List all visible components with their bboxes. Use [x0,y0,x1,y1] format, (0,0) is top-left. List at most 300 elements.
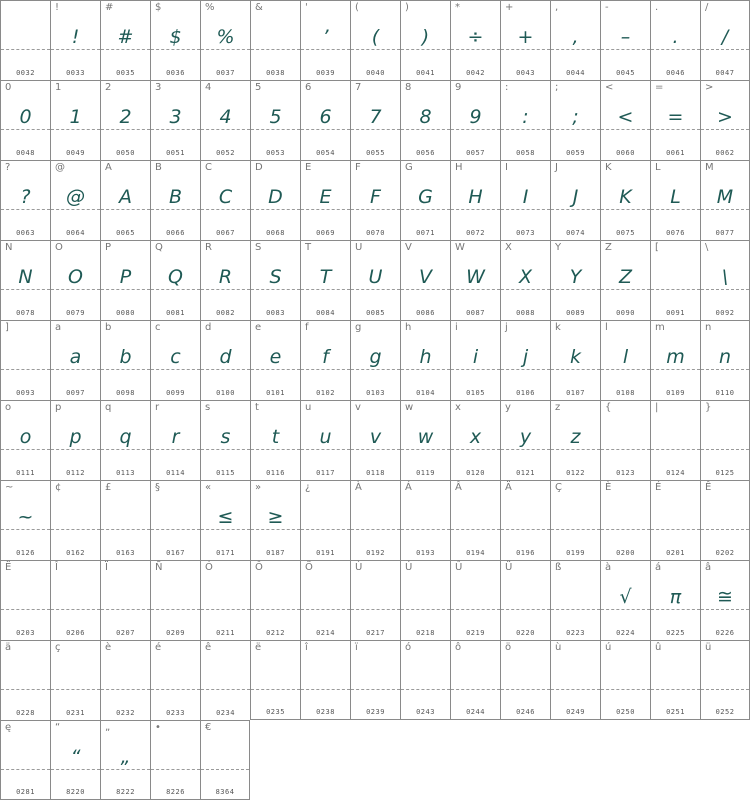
char-code: 0035 [116,69,135,77]
cell-char-label: ö [505,642,512,653]
glyph-cell [150,720,200,800]
baseline-guide [301,129,350,130]
cell-char-label: ä [5,642,12,653]
char-code: 0218 [416,629,435,637]
char-code: 0225 [666,629,685,637]
char-code: 0090 [616,309,635,317]
baseline-guide [701,289,749,290]
glyph-sample: „ [120,746,131,768]
glyph-cell [500,480,550,560]
char-code: 0088 [516,309,535,317]
char-code: 0057 [466,149,485,157]
glyph-cell [200,400,250,480]
cell-char-label: K [605,162,612,173]
baseline-guide [651,209,700,210]
baseline-guide [301,529,350,530]
glyph-cell [100,480,150,560]
cell-char-label: d [205,322,212,333]
glyph-cell [700,400,750,480]
glyph-cell [250,0,300,80]
glyph-sample: B [168,186,183,208]
glyph-cell [500,160,550,240]
glyph-cell [300,320,350,400]
char-code: 0199 [566,549,585,557]
cell-char-label: à [605,562,612,573]
char-code: 0070 [366,229,385,237]
glyph-cell [250,560,300,640]
glyph-cell [0,320,50,400]
cell-char-label: A [105,162,112,173]
glyph-cell [200,0,250,80]
glyph-cell [100,0,150,80]
glyph-cell [650,320,700,400]
baseline-guide [651,449,700,450]
char-code: 0207 [116,629,135,637]
glyph-cell [100,80,150,160]
cell-char-label: T [305,242,312,253]
glyph-sample: K [619,186,632,208]
char-code: 0114 [166,469,185,477]
glyph-sample: A [119,186,132,208]
baseline-guide [351,689,400,690]
baseline-guide [351,369,400,370]
cell-char-label: È [605,482,612,493]
baseline-guide [151,209,200,210]
glyph-sample: U [368,266,383,288]
glyph-cell [500,80,550,160]
char-code: 0111 [16,469,35,477]
char-code: 0084 [316,309,335,317]
char-code: 0041 [416,69,435,77]
glyph-cell [150,160,200,240]
cell-char-label: * [455,2,460,13]
baseline-guide [501,529,550,530]
glyph-cell [0,80,50,160]
glyph-cell [550,240,600,320]
cell-char-label: m [655,322,665,333]
char-code: 0077 [715,229,735,237]
baseline-guide [51,609,100,610]
char-code: 0087 [466,309,485,317]
char-code: 0067 [216,229,235,237]
glyph-cell [150,480,200,560]
char-code: 0121 [516,469,535,477]
glyph-cell [450,640,500,720]
glyph-cell [350,560,400,640]
char-code: 0223 [566,629,585,637]
cell-char-label: Ú [405,562,413,573]
cell-char-label: 4 [205,82,212,93]
cell-char-label: 8 [405,82,412,93]
glyph-sample: N [18,266,33,288]
char-code: 0117 [316,469,335,477]
baseline-guide [651,129,700,130]
baseline-guide [601,209,650,210]
baseline-guide [201,769,249,770]
glyph-cell [0,480,50,560]
baseline-guide [201,689,250,690]
baseline-guide [601,369,650,370]
glyph-sample: ≅ [717,586,733,608]
glyph-cell [50,400,100,480]
glyph-cell [350,480,400,560]
glyph-cell [600,480,650,560]
cell-char-label: c [155,322,161,333]
baseline-guide [1,609,50,610]
glyph-cell [300,80,350,160]
char-code: 0192 [366,549,385,557]
cell-char-label: O [55,242,63,253]
baseline-guide [1,289,50,290]
char-code: 0250 [616,708,635,716]
cell-char-label: 2 [105,82,112,93]
glyph-sample: m [666,346,685,368]
cell-char-label: À [355,482,362,493]
glyph-cell [650,560,700,640]
baseline-guide [401,449,450,450]
glyph-cell [550,0,600,80]
glyph-cell [550,560,600,640]
glyph-sample: / [721,26,729,48]
cell-char-label: y [505,402,511,413]
glyph-sample: ≥ [267,506,284,528]
baseline-guide [51,209,100,210]
glyph-cell [250,640,300,720]
baseline-guide [451,529,500,530]
cell-char-label: . [655,2,659,13]
glyph-cell [650,0,700,80]
cell-char-label: ( [355,2,359,13]
glyph-cell [200,160,250,240]
baseline-guide [651,369,700,370]
baseline-guide [651,529,700,530]
baseline-guide [601,289,650,290]
baseline-guide [301,609,350,610]
cell-char-label: Ö [305,562,313,573]
char-code: 0235 [266,708,285,716]
cell-char-label: Ñ [155,562,163,573]
glyph-sample: Z [618,266,633,288]
baseline-guide [401,209,450,210]
glyph-cell [250,480,300,560]
char-code: 0171 [216,549,235,557]
char-code: 0091 [666,309,685,317]
char-code: 0038 [266,69,285,77]
cell-char-label: g [355,322,362,333]
char-code: 0104 [416,389,435,397]
glyph-cell [400,640,450,720]
cell-char-label: Ù [355,562,363,573]
baseline-guide [651,289,700,290]
cell-char-label: Ë [5,562,12,573]
glyph-cell [350,640,400,720]
glyph-sample: 7 [369,106,382,128]
glyph-sample: O [68,266,83,288]
cell-char-label: 6 [305,82,312,93]
glyph-sample: i [472,346,479,368]
baseline-guide [401,689,450,690]
glyph-sample: M [716,186,734,208]
cell-char-label: + [505,2,514,13]
cell-char-label: ! [55,2,60,13]
char-code: 0080 [116,309,135,317]
char-code: 0224 [616,629,635,637]
cell-char-label: E [305,162,312,173]
baseline-guide [251,289,300,290]
glyph-cell [650,160,700,240]
glyph-cell [400,400,450,480]
baseline-guide [701,129,749,130]
glyph-sample: . [672,26,679,48]
glyph-sample: “ [70,746,81,768]
glyph-sample: w [417,426,434,448]
glyph-cell [300,160,350,240]
glyph-sample: u [319,426,332,448]
char-code: 0107 [566,389,585,397]
glyph-sample: ( [371,26,380,48]
glyph-sample: W [466,266,485,288]
cell-char-label: „ [105,722,111,733]
char-code: 0069 [316,229,335,237]
glyph-cell [500,0,550,80]
glyph-cell [400,80,450,160]
baseline-guide [701,609,749,610]
glyph-cell [450,480,500,560]
glyph-sample: n [718,346,732,368]
baseline-guide [151,529,200,530]
glyph-sample: I [522,186,529,208]
glyph-cell [400,0,450,80]
cell-char-label: > [705,82,714,93]
glyph-cell [400,320,450,400]
char-code: 0042 [466,69,485,77]
glyph-cell [350,400,400,480]
baseline-guide [451,449,500,450]
glyph-sample: ! [71,26,80,48]
baseline-guide [251,49,300,50]
baseline-guide [101,689,150,690]
char-code: 0052 [216,149,235,157]
cell-char-label: r [155,402,160,413]
cell-char-label: : [505,82,509,93]
baseline-guide [501,289,550,290]
baseline-guide [551,689,600,690]
glyph-sample: : [522,106,529,128]
glyph-cell [650,80,700,160]
cell-char-label: \ [705,242,709,253]
cell-char-label: / [705,2,709,13]
baseline-guide [1,49,50,50]
cell-char-label: ] [5,322,9,333]
glyph-cell [150,0,200,80]
glyph-cell [250,240,300,320]
glyph-sample: ’ [322,26,329,48]
glyph-sample: # [117,26,134,48]
glyph-sample: p [69,426,82,448]
baseline-guide [251,129,300,130]
glyph-cell [350,80,400,160]
cell-char-label: C [205,162,212,173]
glyph-cell [450,160,500,240]
baseline-guide [101,609,150,610]
glyph-sample: – [620,26,631,48]
glyph-sample: ≤ [217,506,234,528]
glyph-cell [250,320,300,400]
cell-char-label: S [255,242,262,253]
cell-char-label: Ô [255,562,263,573]
glyph-cell [250,400,300,480]
char-code: 0103 [366,389,385,397]
baseline-guide [151,129,200,130]
char-code: 8222 [116,788,135,796]
cell-char-label: z [555,402,561,413]
baseline-guide [51,289,100,290]
char-code: 0060 [616,149,635,157]
baseline-guide [1,449,50,450]
cell-char-label: # [105,2,114,13]
char-code: 0214 [316,629,335,637]
glyph-sample: G [418,186,433,208]
cell-char-label: € [205,722,212,733]
baseline-guide [701,49,749,50]
glyph-cell [100,640,150,720]
char-code: 0066 [166,229,185,237]
cell-char-label: Ä [505,482,512,493]
baseline-guide [101,209,150,210]
glyph-sample: q [119,426,132,448]
baseline-guide [151,609,200,610]
char-code: 0089 [566,309,585,317]
glyph-sample: g [369,346,382,368]
char-code: 0119 [416,469,435,477]
char-code: 0053 [266,149,285,157]
glyph-cell [100,560,150,640]
glyph-sample: e [269,346,282,368]
cell-char-label: s [205,402,211,413]
baseline-guide [651,609,700,610]
glyph-cell [50,80,100,160]
baseline-guide [301,369,350,370]
glyph-cell [550,160,600,240]
char-code: 0162 [66,549,85,557]
char-code: 0033 [66,69,85,77]
char-code: 0203 [16,629,35,637]
glyph-cell [400,160,450,240]
glyph-cell [450,240,500,320]
baseline-guide [101,289,150,290]
baseline-guide [301,449,350,450]
char-code: 0163 [116,549,135,557]
cell-char-label: G [405,162,413,173]
baseline-guide [201,609,250,610]
baseline-guide [51,369,100,370]
glyph-sample: j [522,346,529,368]
char-code: 0118 [366,469,385,477]
glyph-cell [450,320,500,400]
char-code: 0047 [715,69,735,77]
cell-char-label: Ê [705,482,712,493]
glyph-sample: o [19,426,32,448]
baseline-guide [451,209,500,210]
char-code: 0073 [516,229,535,237]
char-code: 0167 [166,549,185,557]
glyph-cell [100,160,150,240]
char-code: 0045 [616,69,635,77]
glyph-sample: z [570,426,581,448]
cell-char-label: | [655,402,659,413]
cell-char-label: « [205,482,212,493]
char-code: 0036 [166,69,185,77]
glyph-cell [250,80,300,160]
glyph-cell [350,240,400,320]
char-code: 0252 [715,708,735,716]
cell-char-label: Û [455,562,463,573]
cell-char-label: v [355,402,361,413]
cell-char-label: î [305,642,308,653]
glyph-sample: P [119,266,132,288]
cell-char-label: ) [405,2,409,13]
char-code: 8226 [166,788,185,796]
char-code: 0064 [66,229,85,237]
char-code: 0044 [566,69,585,77]
baseline-guide [151,689,200,690]
baseline-guide [301,49,350,50]
glyph-sample: H [468,186,483,208]
cell-char-label: Â [455,482,462,493]
glyph-cell [700,640,750,720]
glyph-cell [650,400,700,480]
glyph-cell [550,80,600,160]
cell-char-label: 9 [455,82,462,93]
cell-char-label: 0 [5,82,12,93]
glyph-sample: E [319,186,332,208]
baseline-guide [351,289,400,290]
cell-char-label: ' [305,2,308,13]
baseline-guide [501,129,550,130]
cell-char-label: ę [5,722,12,733]
glyph-sample: 3 [169,106,182,128]
cell-char-label: § [155,482,160,493]
cell-char-label: Î [55,562,58,573]
glyph-cell [700,560,750,640]
glyph-sample: x [469,426,482,448]
char-code: 0099 [166,389,185,397]
baseline-guide [501,369,550,370]
glyph-cell [0,720,50,800]
glyph-cell [450,80,500,160]
glyph-cell [550,320,600,400]
char-code: 0120 [466,469,485,477]
glyph-cell [600,80,650,160]
cell-char-label: N [5,242,13,253]
glyph-cell [600,560,650,640]
glyph-cell [400,560,450,640]
char-code: 0056 [416,149,435,157]
char-code: 0219 [466,629,485,637]
cell-char-label: ¿ [305,482,311,493]
glyph-sample: √ [619,586,632,608]
baseline-guide [501,609,550,610]
char-code: 0122 [566,469,585,477]
glyph-cell [350,0,400,80]
char-code: 0187 [266,549,285,557]
cell-char-label: B [155,162,162,173]
cell-char-label: ë [255,642,262,653]
cell-char-label: x [455,402,461,413]
glyph-cell [300,480,350,560]
char-code: 8364 [215,788,235,796]
glyph-sample: v [369,426,382,448]
